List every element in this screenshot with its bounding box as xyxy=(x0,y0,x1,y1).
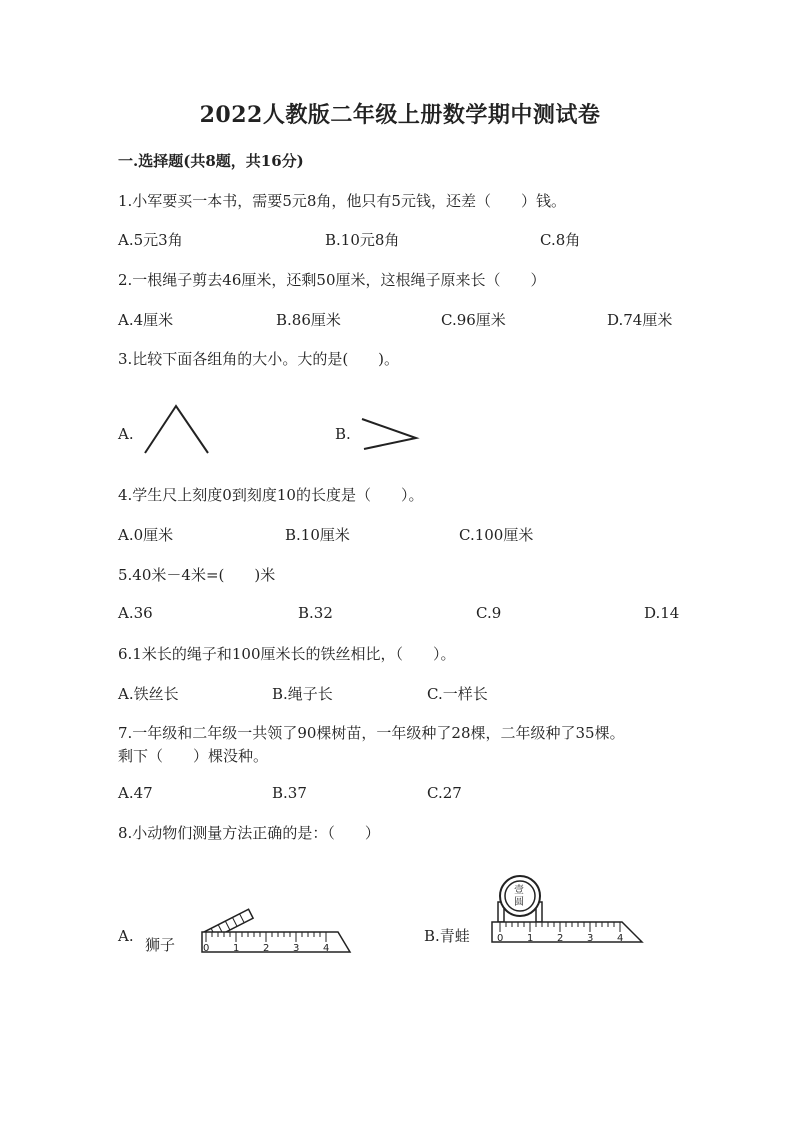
question-2: 2.一根绳子剪去46厘米，还剩50厘米，这根绳子原来长（ ） xyxy=(118,271,546,289)
coin-text-bottom: 圆 xyxy=(514,897,524,908)
ruler-b-label-4: 4 xyxy=(617,933,624,944)
ruler-a-label-4: 4 xyxy=(323,943,330,954)
section-heading: 一.选择题(共8题，共16分) xyxy=(118,152,304,170)
q4-option-b: B.10厘米 xyxy=(285,526,350,544)
q6-option-b: B.绳子长 xyxy=(272,685,333,703)
question-8: 8.小动物们测量方法正确的是：（ ） xyxy=(118,824,380,842)
question-5: 5.40米－4米=( )米 xyxy=(118,566,276,584)
q8-option-a: A. xyxy=(118,927,134,945)
q2-option-a: A.4厘米 xyxy=(118,311,174,329)
q6-option-a: A.铁丝长 xyxy=(118,685,179,703)
q7-option-a: A.47 xyxy=(118,784,153,802)
q4-option-c: C.100厘米 xyxy=(459,526,534,544)
question-1: 1.小军要买一本书，需要5元8角，他只有5元钱，还差（ ）钱。 xyxy=(118,192,566,210)
question-6: 6.1米长的绳子和100厘米长的铁丝相比，（ ）。 xyxy=(118,645,456,663)
q1-option-c: C.8角 xyxy=(540,231,581,249)
q4-option-a: A.0厘米 xyxy=(118,526,174,544)
ruler-a-label-0: 0 xyxy=(203,943,210,954)
q2-option-b: B.86厘米 xyxy=(276,311,341,329)
page-title: 2022人教版二年级上册数学期中测试卷 xyxy=(199,102,601,128)
ruler-b-label-3: 3 xyxy=(587,933,594,944)
ruler-b-label-2: 2 xyxy=(557,933,564,944)
ruler-a-label-3: 3 xyxy=(293,943,300,954)
ruler-b-label-0: 0 xyxy=(497,933,504,944)
question-7-line-1: 7.一年级和二年级一共领了90棵树苗，一年级种了28棵，二年级种了35棵。 xyxy=(118,724,625,742)
q2-option-c: C.96厘米 xyxy=(441,311,506,329)
q2-option-d: D.74厘米 xyxy=(607,311,673,329)
ruler-b-label-1: 1 xyxy=(527,933,534,944)
q5-option-b: B.32 xyxy=(298,604,333,622)
q7-option-c: C.27 xyxy=(427,784,462,802)
question-3: 3.比较下面各组角的大小。大的是( )。 xyxy=(118,350,400,368)
angle-b-figure xyxy=(358,415,422,451)
q3-option-b: B. xyxy=(335,425,351,443)
question-4: 4.学生尺上刻度0到刻度10的长度是（ ）。 xyxy=(118,486,424,504)
ruler-b xyxy=(492,922,642,944)
q1-option-b: B.10元8角 xyxy=(325,231,400,249)
q1-option-a: A.5元3角 xyxy=(118,231,183,249)
ruler-a xyxy=(202,932,350,954)
q8-figure-b xyxy=(488,874,648,946)
angle-a-figure xyxy=(140,400,220,460)
ruler-a-label-2: 2 xyxy=(263,943,270,954)
q5-option-a: A.36 xyxy=(118,604,153,622)
ruler-a-label-1: 1 xyxy=(233,943,240,954)
q8-option-b: B.青蛙 xyxy=(424,927,470,945)
q3-option-a: A. xyxy=(118,425,134,443)
q7-option-b: B.37 xyxy=(272,784,307,802)
q6-option-c: C.一样长 xyxy=(427,685,488,703)
coin xyxy=(498,876,542,922)
q5-option-c: C.9 xyxy=(476,604,502,622)
lion-label: 狮子 xyxy=(145,936,176,954)
question-7-line-2: 剩下（ ）棵没种。 xyxy=(118,747,269,765)
q5-option-d: D.14 xyxy=(644,604,680,622)
coin-text-top: 壹 xyxy=(514,885,524,896)
